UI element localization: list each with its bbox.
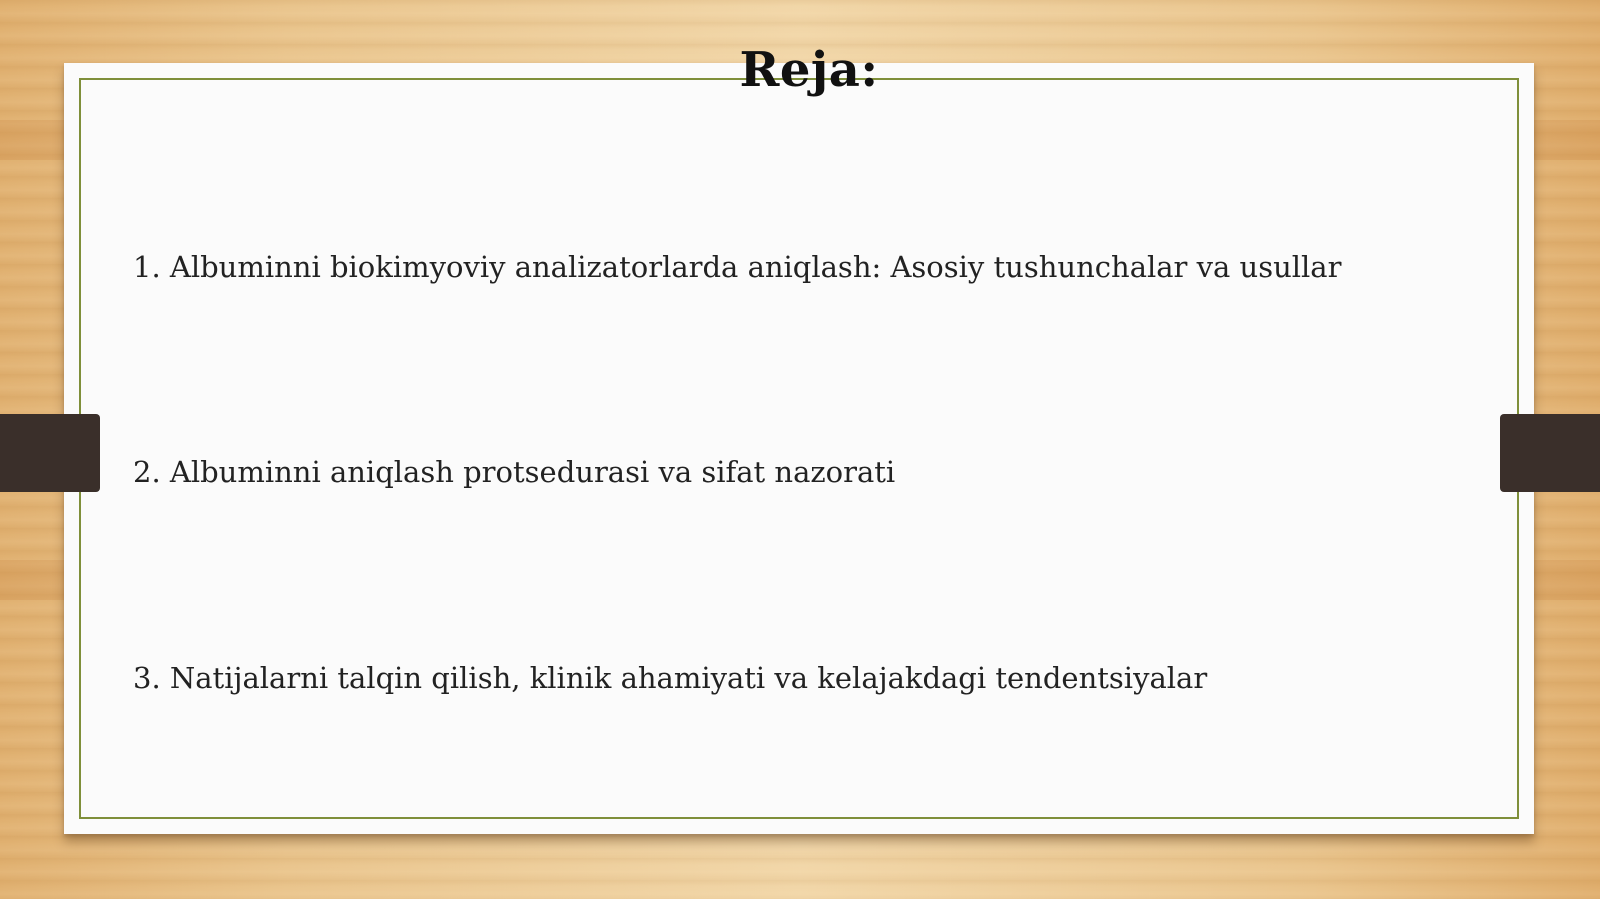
right-binder-tab [1500,414,1600,492]
slide-title: Reja: [739,42,879,98]
slide-paper [64,63,1534,834]
slide-frame-border [79,78,1519,819]
plan-item-3: 3. Natijalarni talqin qilish, klinik ahamiyati va kelajakdagi tendentsiyalar [133,661,1208,695]
plan-item-2: 2. Albuminni aniqlash protsedurasi va sifat nazorati [133,455,896,489]
left-binder-tab [0,414,100,492]
plan-item-1: 1. Albuminni biokimyoviy analizatorlarda aniqlash: Asosiy tushunchalar va usullar [133,250,1342,284]
